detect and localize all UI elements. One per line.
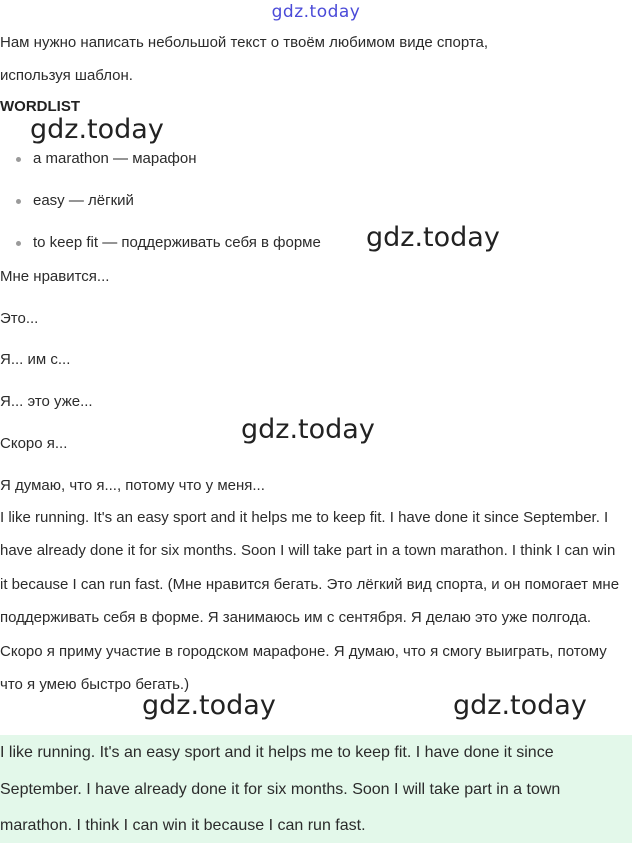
wordlist-item: to keep fit — поддерживать себя в форме — [33, 234, 321, 251]
intro-line-2: используя шаблон. — [0, 67, 133, 84]
template-line: Я... это уже... — [0, 393, 93, 410]
bullet-dot-icon — [16, 199, 21, 204]
template-line: Скоро я... — [0, 435, 68, 452]
top-watermark: gdz.today — [271, 2, 361, 22]
wordlist-item: easy — лёгкий — [33, 192, 134, 209]
watermark: gdz.today — [142, 690, 276, 721]
template-line: Я... им с... — [0, 351, 71, 368]
bullet-dot-icon — [16, 241, 21, 246]
template-line: Мне нравится... — [0, 268, 110, 285]
template-line: Я думаю, что я..., потому что у меня... — [0, 477, 265, 494]
wordlist-heading: WORDLIST — [0, 98, 80, 115]
watermark: gdz.today — [366, 222, 500, 253]
template-line: Это... — [0, 310, 39, 327]
example-paragraph: I like running. It's an easy sport and it helps me to keep fit. I have done it since September. I have already done it for six months. Soon I will take part in a town marathon. I think I can win it because I can run fast. (Мне нравится бегать. Это лёгкий вид спорта, и он помогает мне поддерживать себя в форме. Я занимаюсь им с сентября. Я делаю это уже полгода. Скоро я приму участие в городском марафоне. Я думаю, что я смогу выиграть, потому что я умею быстро бегать.) — [0, 509, 620, 694]
watermark: gdz.today — [30, 114, 164, 145]
watermark: gdz.today — [241, 414, 375, 445]
bullet-dot-icon — [16, 157, 21, 162]
wordlist-item: a marathon — марафон — [33, 150, 197, 167]
answer-paragraph: I like running. It's an easy sport and it helps me to keep fit. I have done it since September. I have already done it for six months. Soon I will take part in a town marathon. I think I can win it because I can run fast. — [0, 744, 561, 834]
intro-line-1: Нам нужно написать небольшой текст о твоём любимом виде спорта, — [0, 34, 489, 51]
watermark: gdz.today — [453, 690, 587, 721]
